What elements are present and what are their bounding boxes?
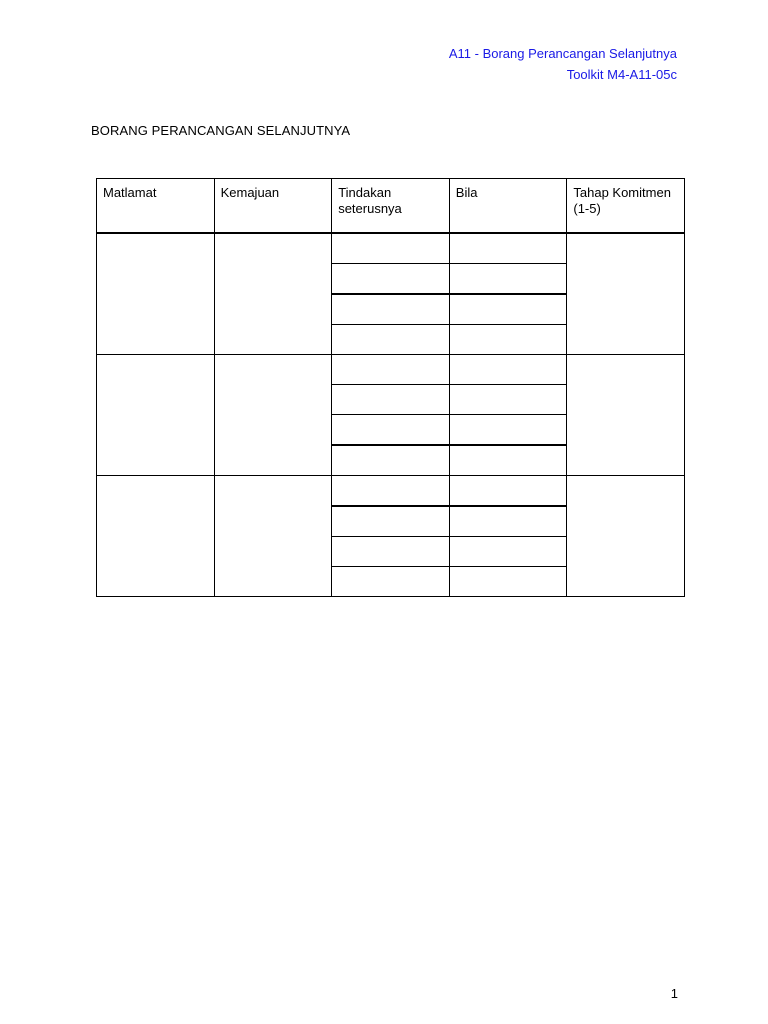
table-row xyxy=(97,233,685,264)
column-header-kemajuan: Kemajuan xyxy=(214,179,332,234)
table-header-row xyxy=(97,179,685,234)
tindakan-cell[interactable] xyxy=(332,233,450,264)
page-number: 1 xyxy=(670,986,678,1001)
tindakan-cell[interactable] xyxy=(332,415,450,446)
header-doc-title: A11 - Borang Perancangan Selanjutnya xyxy=(448,46,677,61)
header-toolkit-code: Toolkit M4-A11-05c xyxy=(566,67,677,82)
matlamat-cell[interactable] xyxy=(97,355,215,476)
tahap-komitmen-cell[interactable] xyxy=(567,233,685,355)
bila-cell[interactable] xyxy=(449,385,567,415)
planning-table xyxy=(96,178,685,597)
tindakan-cell[interactable] xyxy=(332,325,450,355)
table-row xyxy=(97,476,685,507)
column-header-tahap-komitmen: Tahap Komitmen (1-5) xyxy=(567,179,685,234)
matlamat-cell[interactable] xyxy=(97,233,215,355)
bila-cell[interactable] xyxy=(449,233,567,264)
tindakan-cell[interactable] xyxy=(332,264,450,295)
tindakan-cell[interactable] xyxy=(332,537,450,567)
kemajuan-cell[interactable] xyxy=(214,355,332,476)
matlamat-cell[interactable] xyxy=(97,476,215,597)
bila-cell[interactable] xyxy=(449,264,567,295)
tindakan-cell[interactable] xyxy=(332,476,450,507)
tindakan-cell[interactable] xyxy=(332,294,450,325)
bila-cell[interactable] xyxy=(449,294,567,325)
tahap-komitmen-cell[interactable] xyxy=(567,476,685,597)
bila-cell[interactable] xyxy=(449,355,567,385)
tahap-komitmen-cell[interactable] xyxy=(567,355,685,476)
tindakan-cell[interactable] xyxy=(332,506,450,537)
column-header-matlamat: Matlamat xyxy=(97,179,215,234)
bila-cell[interactable] xyxy=(449,537,567,567)
column-header-bila: Bila xyxy=(449,179,567,234)
kemajuan-cell[interactable] xyxy=(214,233,332,355)
column-header-tindakan: Tindakan seterusnya xyxy=(332,179,450,234)
tindakan-cell[interactable] xyxy=(332,567,450,597)
bila-cell[interactable] xyxy=(449,325,567,355)
table-row xyxy=(97,355,685,385)
kemajuan-cell[interactable] xyxy=(214,476,332,597)
bila-cell[interactable] xyxy=(449,415,567,446)
bila-cell[interactable] xyxy=(449,506,567,537)
bila-cell[interactable] xyxy=(449,567,567,597)
bila-cell[interactable] xyxy=(449,476,567,507)
tindakan-cell[interactable] xyxy=(332,355,450,385)
form-title: BORANG PERANCANGAN SELANJUTNYA xyxy=(91,123,351,138)
bila-cell[interactable] xyxy=(449,445,567,476)
tindakan-cell[interactable] xyxy=(332,445,450,476)
tindakan-cell[interactable] xyxy=(332,385,450,415)
